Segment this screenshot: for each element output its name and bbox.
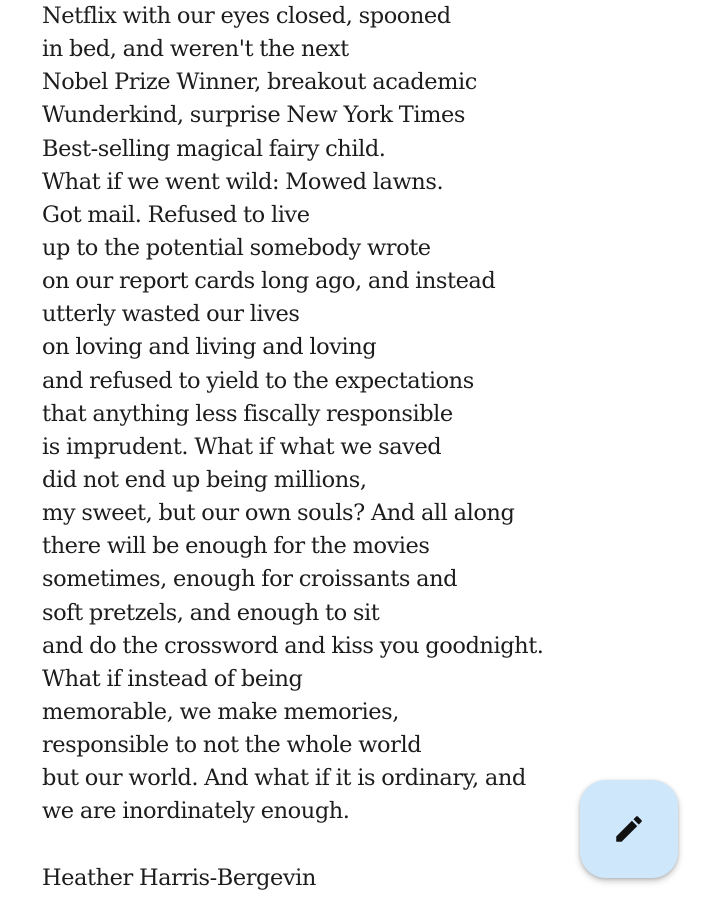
poem-line: Wunderkind, surprise New York Times (42, 102, 465, 129)
poem-line: that anything less fiscally responsible (42, 400, 453, 427)
poem-line: Best-selling magical fairy child. (42, 135, 386, 162)
poem-line: is imprudent. What if what we saved (42, 433, 442, 460)
pencil-icon (612, 812, 646, 846)
poem-line: Netflix with our eyes closed, spooned (42, 3, 451, 29)
poem-line: on our report cards long ago, and instead (42, 268, 496, 295)
poem-line: up to the potential somebody wrote (42, 234, 431, 261)
poem-line: What if instead of being (42, 665, 303, 692)
poem-line: in bed, and weren't the next (42, 36, 349, 63)
poem-line: utterly wasted our lives (42, 301, 300, 328)
poem-line: What if we went wild: Mowed lawns. (42, 168, 444, 195)
poem-text (42, 0, 680, 895)
poem-line: but our world. And what if it is ordinary, and (42, 765, 526, 792)
poem-line: my sweet, but our own souls? And all along (42, 500, 515, 527)
poem-line: Nobel Prize Winner, breakout academic (42, 69, 477, 96)
edit-fab-button[interactable] (580, 780, 678, 878)
poem-line: soft pretzels, and enough to sit (42, 599, 380, 626)
poem-line: Got mail. Refused to live (42, 201, 310, 228)
poem-line: there will be enough for the movies (42, 533, 430, 560)
poem-line: on loving and living and loving (42, 334, 377, 361)
poem-line: and refused to yield to the expectations (42, 367, 474, 394)
poem-line: did not end up being millions, (42, 466, 367, 493)
poem-line: responsible to not the whole world (42, 732, 422, 759)
poem-author: Heather Harris-Bergevin (42, 864, 316, 891)
poem-line: and do the crossword and kiss you goodnight. (42, 632, 544, 659)
poem-line: we are inordinately enough. (42, 798, 350, 825)
poem-line: sometimes, enough for croissants and (42, 566, 458, 593)
poem-line: memorable, we make memories, (42, 698, 399, 725)
